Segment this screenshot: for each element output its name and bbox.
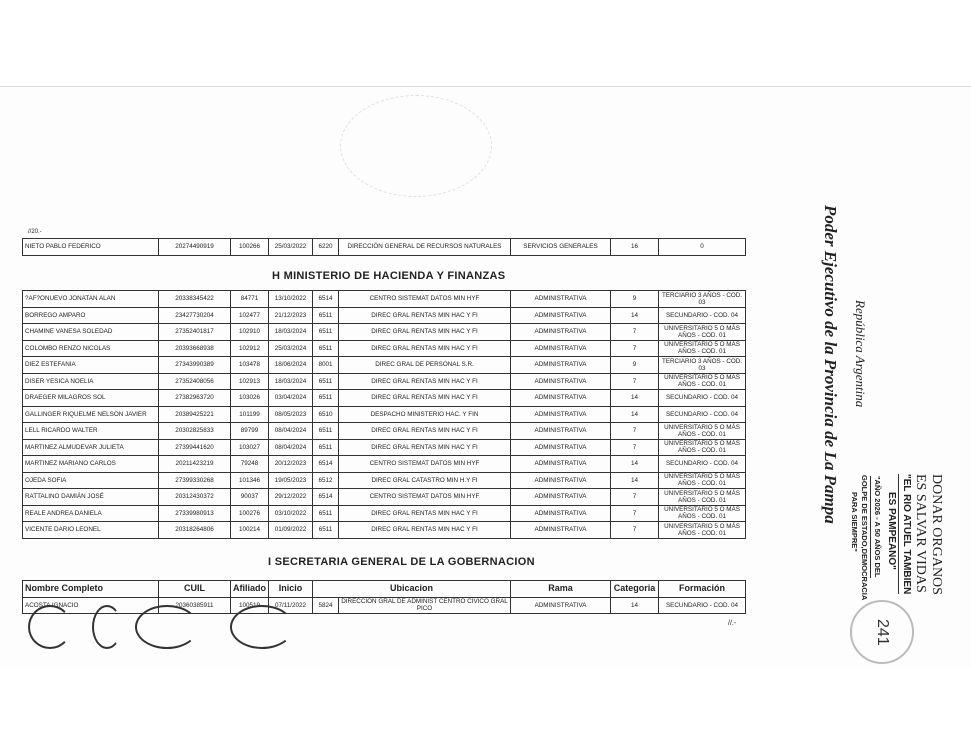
cell-codigo: 6511 [313, 522, 339, 539]
cell-rama: ADMINISTRATIVA [511, 373, 611, 390]
cell-formacion: SECUNDARIO - COD. 04 [659, 406, 746, 423]
cell-afiliado: 100519 [231, 597, 269, 614]
header-republica: República Argentina [853, 300, 868, 408]
table-row [23, 439, 746, 456]
cell-inicio: 18/03/2024 [269, 324, 313, 341]
column-header: Rama [511, 581, 611, 598]
slogan-line: "EL RIO ATUEL TAMBIEN [898, 474, 912, 594]
cell-codigo: 6514 [313, 456, 339, 473]
slogan-line: PARA SIEMPRE" [850, 492, 859, 552]
cell-afiliado: 89799 [231, 423, 269, 440]
cell-codigo: 6511 [313, 439, 339, 456]
table-row [23, 456, 746, 473]
cell-afiliado: 100276 [231, 505, 269, 522]
previous-section-table [22, 238, 746, 256]
cell-afiliado: 102912 [231, 340, 269, 357]
cell-rama: ADMINISTRATIVA [511, 291, 611, 308]
cell-codigo: 6511 [313, 307, 339, 324]
cell-ubicacion: DIREC GRAL RENTAS MIN HAC Y FI [339, 307, 511, 324]
cell-categoria: 7 [611, 505, 659, 522]
cell-afiliado: 84771 [231, 291, 269, 308]
cell-ubicacion: DIREC GRAL RENTAS MIN HAC Y FI [339, 522, 511, 539]
folio-stamp: 241 [850, 600, 914, 664]
cell-name: NIETO PABLO FEDERICO [23, 239, 159, 256]
cell-categoria: 7 [611, 489, 659, 506]
cell-afiliado: 101199 [231, 406, 269, 423]
column-header: CUIL [159, 581, 231, 598]
cell-formacion: TERCIARIO 3 AÑOS - COD. 03 [659, 357, 746, 374]
cell-inicio: 03/10/2022 [269, 505, 313, 522]
cell-categoria: 7 [611, 423, 659, 440]
cell-inicio: 21/12/2023 [269, 307, 313, 324]
signature [230, 605, 294, 649]
cell-codigo: 6511 [313, 390, 339, 407]
signature [28, 605, 72, 649]
table-row [23, 239, 746, 256]
cell-cuil: 20393668938 [159, 340, 231, 357]
table-row [23, 423, 746, 440]
cell-cuil: 27399330268 [159, 472, 231, 489]
cell-ubicacion: DIREC GRAL RENTAS MIN HAC Y FI [339, 340, 511, 357]
cell-name: LELL RICARDO WALTER [23, 423, 159, 440]
cell-ubicacion: DIREC GRAL CATASTRO MIN H.Y FI [339, 472, 511, 489]
cell-cuil: 20274490919 [159, 239, 231, 256]
signature [92, 605, 122, 649]
slogan-line: ES SALVAR VIDAS [913, 474, 928, 593]
cell-rama: ADMINISTRATIVA [511, 505, 611, 522]
cell-inicio: 25/03/2024 [269, 340, 313, 357]
cell-formacion: UNIVERSITARIO 5 O MÁS AÑOS - COD. 01 [659, 505, 746, 522]
cell-categoria: 16 [611, 239, 659, 256]
cell-formacion: UNIVERSITARIO 5 O MÁS AÑOS - COD. 01 [659, 324, 746, 341]
column-header: Afiliado [231, 581, 269, 598]
table-row [23, 373, 746, 390]
cell-cuil: 20360385911 [159, 597, 231, 614]
cell-name: VICENTE DARIO LEONEL [23, 522, 159, 539]
cell-categoria: 7 [611, 373, 659, 390]
cell-categoria: 14 [611, 390, 659, 407]
cell-ubicacion: DIRECCION GRAL DE ADMINIST CENTRO CIVICO GRAL PICO [339, 597, 511, 614]
cell-rama: ADMINISTRATIVA [511, 406, 611, 423]
cell-codigo: 6511 [313, 423, 339, 440]
cell-rama: ADMINISTRATIVA [511, 340, 611, 357]
cell-cuil: 20302825833 [159, 423, 231, 440]
cell-cuil: 27352401817 [159, 324, 231, 341]
cell-inicio: 29/12/2022 [269, 489, 313, 506]
cell-name: MARTINEZ MARIANO CARLOS [23, 456, 159, 473]
cell-cuil: 20338345422 [159, 291, 231, 308]
slogan-line: "AÑO 2026 - A 50 AÑOS DEL [870, 476, 882, 578]
cell-ubicacion: DIREC GRAL RENTAS MIN HAC Y FI [339, 505, 511, 522]
cell-cuil: 20389425221 [159, 406, 231, 423]
cell-name: ACOSTA IGNACIO [23, 597, 159, 614]
cell-categoria: 9 [611, 291, 659, 308]
cell-ubicacion: CENTRO SISTEMAT DATOS MIN HYF [339, 456, 511, 473]
cell-cuil: 27352408056 [159, 373, 231, 390]
cell-inicio: 08/05/2023 [269, 406, 313, 423]
column-header: Formación [659, 581, 746, 598]
cell-cuil: 27343990389 [159, 357, 231, 374]
cell-codigo: 6512 [313, 472, 339, 489]
cell-categoria: 14 [611, 472, 659, 489]
cell-afiliado: 79248 [231, 456, 269, 473]
signature [135, 605, 199, 649]
cell-categoria: 7 [611, 340, 659, 357]
cell-codigo: 6220 [313, 239, 339, 256]
cell-name: MARTINEZ ALMUDEVAR JULIETA [23, 439, 159, 456]
cell-rama: ADMINISTRATIVA [511, 390, 611, 407]
cell-rama: ADMINISTRATIVA [511, 522, 611, 539]
cell-afiliado: 103478 [231, 357, 269, 374]
page-reference: //20.- [28, 229, 42, 235]
column-header: Nombre Completo [23, 581, 159, 598]
cell-formacion: UNIVERSITARIO 5 O MÁS AÑOS - COD. 01 [659, 522, 746, 539]
cell-formacion: SECUNDARIO - COD. 04 [659, 456, 746, 473]
cell-codigo: 5824 [313, 597, 339, 614]
cell-afiliado: 102913 [231, 373, 269, 390]
cell-formacion: UNIVERSITARIO 5 O MÁS AÑOS - COD. 01 [659, 340, 746, 357]
cell-ubicacion: DIREC GRAL DE PERSONAL S.R. [339, 357, 511, 374]
cell-rama: ADMINISTRATIVA [511, 357, 611, 374]
cell-rama: ADMINISTRATIVA [511, 472, 611, 489]
cell-rama: ADMINISTRATIVA [511, 423, 611, 440]
cell-codigo: 6511 [313, 324, 339, 341]
table-row [23, 357, 746, 374]
cell-inicio: 13/10/2022 [269, 291, 313, 308]
cell-ubicacion: DESPACHO MINISTERIO HAC. Y FIN [339, 406, 511, 423]
cell-cuil: 23427730204 [159, 307, 231, 324]
table-row [23, 390, 746, 407]
cell-categoria: 7 [611, 439, 659, 456]
table-row [23, 406, 746, 423]
cell-afiliado: 101346 [231, 472, 269, 489]
cell-name: GALLINGER RIQUELME NELSON JAVIER [23, 406, 159, 423]
cell-name: COLOMBO RENZO NICOLAS [23, 340, 159, 357]
cell-formacion: UNIVERSITARIO 5 O MÁS AÑOS - COD. 01 [659, 472, 746, 489]
slogan-line: DONAR ORGANOS [929, 474, 944, 595]
cell-name: DIEZ ESTEFANIA [23, 357, 159, 374]
cell-cuil: 20312430372 [159, 489, 231, 506]
cell-inicio: 07/11/2022 [269, 597, 313, 614]
cell-ubicacion: DIREC GRAL RENTAS MIN HAC Y FI [339, 423, 511, 440]
table-row [23, 472, 746, 489]
cell-categoria: 7 [611, 324, 659, 341]
cell-codigo: 6510 [313, 406, 339, 423]
cell-cuil: 20211423219 [159, 456, 231, 473]
cell-cuil: 20318264806 [159, 522, 231, 539]
column-header: Ubicacion [313, 581, 511, 598]
table-row [23, 505, 746, 522]
cell-rama: ADMINISTRATIVA [511, 439, 611, 456]
cell-codigo: 6511 [313, 340, 339, 357]
cell-categoria: 14 [611, 406, 659, 423]
cell-categoria: 14 [611, 597, 659, 614]
cell-ubicacion: DIREC GRAL RENTAS MIN HAC Y FI [339, 324, 511, 341]
cell-formacion: SECUNDARIO - COD. 04 [659, 597, 746, 614]
cell-name: DRAEGER MILAGROS SOL [23, 390, 159, 407]
cell-formacion: UNIVERSITARIO 5 O MÁS AÑOS - COD. 01 [659, 439, 746, 456]
slogan-line: ES PAMPEANO" [886, 492, 897, 570]
cell-formacion: 0 [659, 239, 746, 256]
cell-codigo: 6514 [313, 291, 339, 308]
cell-inicio: 03/04/2024 [269, 390, 313, 407]
table-row [23, 340, 746, 357]
hacienda-table [22, 290, 746, 539]
cell-codigo: 6514 [313, 489, 339, 506]
cell-name: ?AF?ONUEVO JONATAN ALAN [23, 291, 159, 308]
cell-categoria: 14 [611, 456, 659, 473]
cell-formacion: UNIVERSITARIO 5 O MÁS AÑOS - COD. 01 [659, 489, 746, 506]
cell-rama: ADMINISTRATIVA [511, 489, 611, 506]
cell-rama: ADMINISTRATIVA [511, 597, 611, 614]
cell-rama: ADMINISTRATIVA [511, 456, 611, 473]
cell-inicio: 08/04/2024 [269, 439, 313, 456]
table-row [23, 522, 746, 539]
cell-inicio: 25/03/2022 [269, 239, 313, 256]
header-row [23, 581, 746, 598]
header-poder-ejecutivo: Poder Ejecutivo de la Provincia de La Pampa [821, 205, 840, 524]
cell-ubicacion: DIREC GRAL RENTAS MIN HAC Y FI [339, 373, 511, 390]
cell-inicio: 08/04/2024 [269, 423, 313, 440]
cell-rama: ADMINISTRATIVA [511, 307, 611, 324]
cell-inicio: 18/06/2024 [269, 357, 313, 374]
cell-afiliado: 90037 [231, 489, 269, 506]
gobernacion-table [22, 580, 746, 614]
cell-ubicacion: CENTRO SISTEMAT DATOS MIN HYF [339, 291, 511, 308]
cell-name: CHAMINE VANESA SOLEDAD [23, 324, 159, 341]
cell-afiliado: 102477 [231, 307, 269, 324]
cell-formacion: SECUNDARIO - COD. 04 [659, 390, 746, 407]
cell-codigo: 6511 [313, 373, 339, 390]
cell-cuil: 27399441620 [159, 439, 231, 456]
cell-ubicacion: CENTRO SISTEMAT DATOS MIN HYF [339, 489, 511, 506]
cell-rama: ADMINISTRATIVA [511, 324, 611, 341]
cell-afiliado: 103026 [231, 390, 269, 407]
cell-afiliado: 100214 [231, 522, 269, 539]
slogan-line: GOLPE DE ESTADO,DEMOCRACIA [860, 475, 869, 601]
cell-cuil: 27339980913 [159, 505, 231, 522]
cell-inicio: 01/09/2022 [269, 522, 313, 539]
cell-cuil: 27382963720 [159, 390, 231, 407]
cell-name: REALE ANDREA DANIELA [23, 505, 159, 522]
table-row [23, 489, 746, 506]
section-title-i: I SECRETARIA GENERAL DE LA GOBERNACION [268, 556, 535, 568]
cell-codigo: 6511 [313, 505, 339, 522]
page-end-mark: //.- [728, 620, 737, 627]
cell-ubicacion: DIRECCIÓN GENERAL DE RECURSOS NATURALES [339, 239, 511, 256]
cell-name: OJEDA SOFIA [23, 472, 159, 489]
cell-afiliado: 102910 [231, 324, 269, 341]
table-row [23, 291, 746, 308]
cell-rama: SERVICIOS GENERALES [511, 239, 611, 256]
cell-categoria: 7 [611, 522, 659, 539]
cell-name: RATTALINO DAMIÁN JOSÉ [23, 489, 159, 506]
watermark-seal [340, 95, 492, 197]
table-row [23, 307, 746, 324]
cell-inicio: 20/12/2023 [269, 456, 313, 473]
column-header: Categoria [611, 581, 659, 598]
table-row [23, 597, 746, 614]
cell-inicio: 19/05/2023 [269, 472, 313, 489]
cell-formacion: TERCIARIO 3 AÑOS - COD. 03 [659, 291, 746, 308]
cell-name: BORREGO AMPARO [23, 307, 159, 324]
cell-formacion: SECUNDARIO - COD. 04 [659, 307, 746, 324]
column-header: Inicio [269, 581, 313, 598]
cell-afiliado: 103027 [231, 439, 269, 456]
table-row [23, 324, 746, 341]
cell-ubicacion: DIREC GRAL RENTAS MIN HAC Y FI [339, 390, 511, 407]
cell-inicio: 18/03/2024 [269, 373, 313, 390]
cell-afiliado: 100266 [231, 239, 269, 256]
cell-formacion: UNIVERSITARIO 5 O MÁS AÑOS - COD. 01 [659, 373, 746, 390]
cell-categoria: 9 [611, 357, 659, 374]
cell-categoria: 14 [611, 307, 659, 324]
cell-name: DISER YESICA NOELIA [23, 373, 159, 390]
cell-ubicacion: DIREC GRAL RENTAS MIN HAC Y FI [339, 439, 511, 456]
cell-formacion: UNIVERSITARIO 5 O MÁS AÑOS - COD. 01 [659, 423, 746, 440]
section-title-h: H MINISTERIO DE HACIENDA Y FINANZAS [272, 270, 506, 282]
cell-codigo: 8001 [313, 357, 339, 374]
